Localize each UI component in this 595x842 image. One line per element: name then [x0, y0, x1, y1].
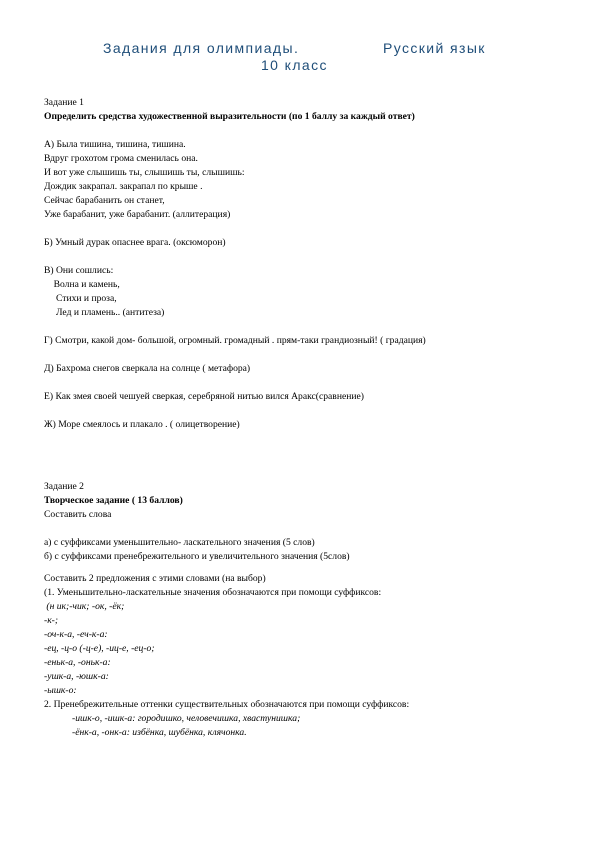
- task1-g: Г) Смотри, какой дом- большой, огромный. громадный . прям-таки грандиозный! ( градация): [44, 335, 426, 346]
- suffix-line: -оч-к-а, -еч-к-а:: [44, 629, 108, 640]
- task1-a-line: Дождик закрапал. закрапал по крыше .: [44, 181, 203, 192]
- task1-v-line: Лед и пламень.. (антитеза): [44, 307, 165, 318]
- header-grade: 10 класс: [261, 57, 328, 73]
- suffix-line: -к-;: [44, 615, 59, 626]
- suffix-line: -еньк-а, -оньк-а:: [44, 657, 111, 668]
- task1-d: Д) Бахрома снегов сверкала на солнце ( метафора): [44, 363, 251, 374]
- task2-heading: Задание 2: [44, 481, 84, 492]
- suffix-line: -ушк-а, -юшк-а:: [44, 671, 109, 682]
- header-title: Задания для олимпиады.: [103, 40, 300, 56]
- task2-sentences: Составить 2 предложения с этими словами (на выбор): [44, 573, 266, 584]
- task1-a-line: Уже барабанит, уже барабанит. (аллитерация): [44, 209, 231, 220]
- task1-instruction: Определить средства художественной выразительности (по 1 баллу за каждый ответ): [44, 111, 415, 122]
- note2-line: -ишк-о, -ишк-а: городишко, человечишка, хвастунишка;: [72, 713, 301, 724]
- task2-option-a: а) с суффиксами уменьшительно- ласкательного значения (5 слов): [44, 537, 315, 548]
- task2-option-b: б) с суффиксами пренебрежительного и увеличительного значения (5слов): [44, 551, 350, 562]
- task1-v-line: В) Они сошлись:: [44, 265, 114, 276]
- task1-v-line: Волна и камень,: [44, 279, 120, 290]
- note2-line: -ёнк-а, -онк-а: избёнка, шубёнка, клячонка.: [72, 727, 247, 738]
- task2-compose: Составить слова: [44, 509, 112, 520]
- header-subject: Русский язык: [383, 40, 486, 56]
- suffix-line: (н ик;-чик; -ок, -ёк;: [44, 601, 125, 612]
- task1-b: Б) Умный дурак опаснее врага. (оксюморон): [44, 237, 226, 248]
- suffix-line: -ышк-о:: [44, 685, 77, 696]
- task1-a-line: Вдруг грохотом грома сменилась она.: [44, 153, 198, 164]
- task2-note1: (1. Уменьшительно-ласкательные значения обозначаются при помощи суффиксов:: [44, 587, 382, 598]
- task1-a-line: А) Была тишина, тишина, тишина.: [44, 139, 186, 150]
- suffix-line: -ец, -ц-о (-ц-е), -иц-е, -ец-о;: [44, 643, 155, 654]
- task1-a-line: Сейчас барабанить он станет,: [44, 195, 165, 206]
- task1-heading: Задание 1: [44, 97, 84, 108]
- task1-v-line: Стихи и проза,: [44, 293, 117, 304]
- task2-note2: 2. Пренебрежительные оттенки существительных обозначаются при помощи суффиксов:: [44, 699, 410, 710]
- task2-subheading: Творческое задание ( 13 баллов): [44, 495, 183, 506]
- task1-a-line: И вот уже слышишь ты, слышишь ты, слышишь:: [44, 167, 245, 178]
- task1-e: Е) Как змея своей чешуей сверкая, серебряной нитью вился Аракс(сравнение): [44, 391, 364, 402]
- task1-zh: Ж) Море смеялось и плакало . ( олицетворение): [44, 419, 240, 430]
- document-body: [44, 96, 554, 740]
